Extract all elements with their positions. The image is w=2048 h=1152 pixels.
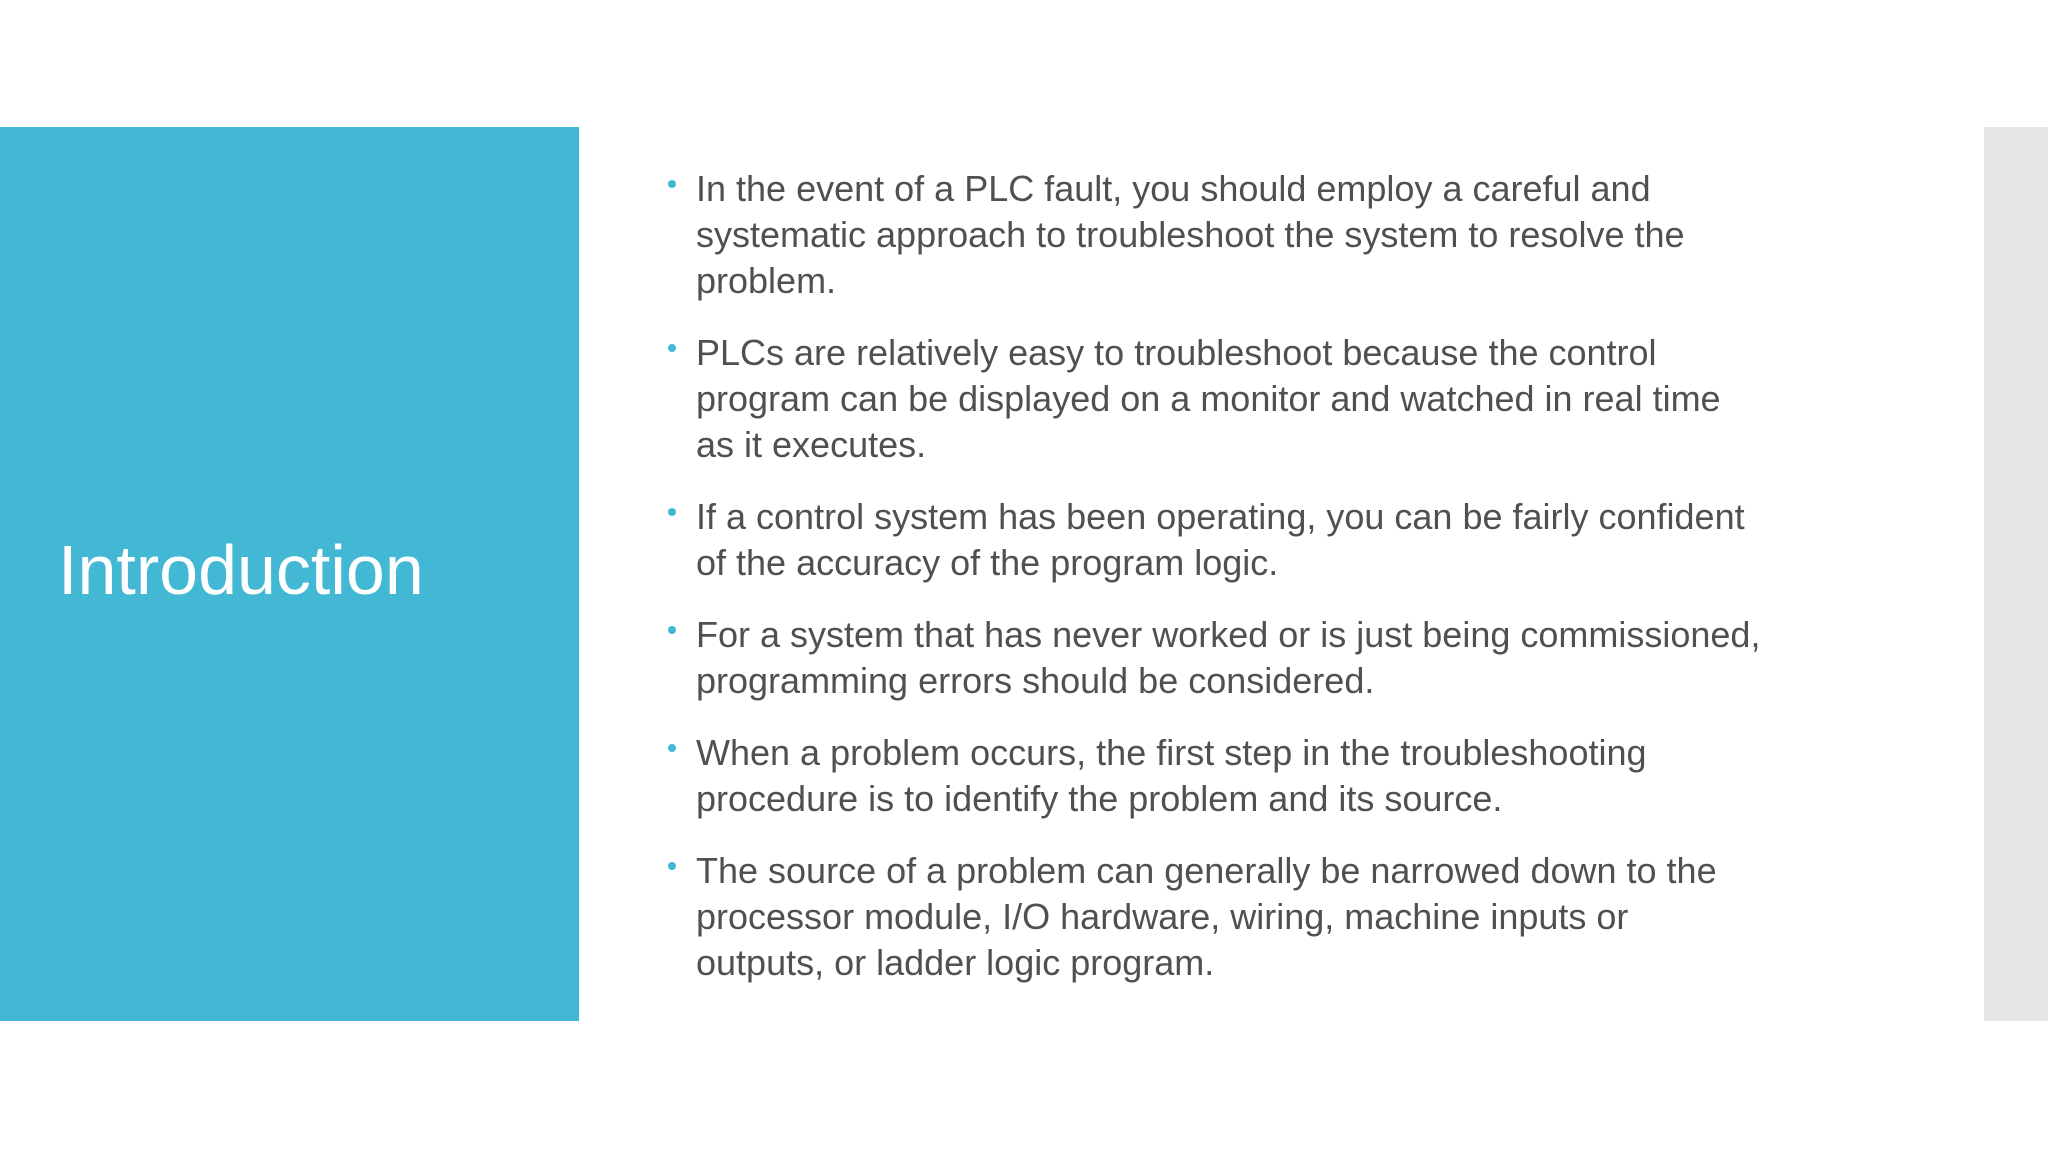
bullet-dot-icon xyxy=(668,344,676,352)
slide-title: Introduction xyxy=(58,531,424,609)
bullet-line: program can be displayed on a monitor and watched in real time xyxy=(696,378,1721,419)
bullet-line: as it executes. xyxy=(696,424,927,465)
bullet-line: programming errors should be considered. xyxy=(696,660,1375,701)
bullet-line: outputs, or ladder logic program. xyxy=(696,942,1215,983)
bullet-line: processor module, I/O hardware, wiring, machine inputs or xyxy=(696,896,1629,937)
bullet-line: For a system that has never worked or is just being commissioned, xyxy=(696,614,1761,655)
right-accent-bar xyxy=(1984,127,2048,1021)
bullet-line: In the event of a PLC fault, you should employ a careful and xyxy=(696,168,1651,209)
bullet-dot-icon xyxy=(668,862,676,870)
bullet-line: systematic approach to troubleshoot the system to resolve the xyxy=(696,214,1685,255)
bullet-text xyxy=(696,730,1647,822)
bullet-line: When a problem occurs, the first step in the troubleshooting xyxy=(696,732,1647,773)
bullet-text xyxy=(696,848,1717,986)
bullet-text xyxy=(696,166,1685,304)
bullet-line: procedure is to identify the problem and its source. xyxy=(696,778,1503,819)
bullet-text xyxy=(696,330,1721,468)
bullet-line: The source of a problem can generally be narrowed down to the xyxy=(696,850,1717,891)
bullet-text xyxy=(696,494,1745,586)
bullet-line: of the accuracy of the program logic. xyxy=(696,542,1279,583)
bullet-line: If a control system has been operating, you can be fairly confident xyxy=(696,496,1745,537)
bullet-dot-icon xyxy=(668,744,676,752)
bullet-dot-icon xyxy=(668,626,676,634)
bullet-dot-icon xyxy=(668,180,676,188)
bullet-line: PLCs are relatively easy to troubleshoot because the control xyxy=(696,332,1657,373)
bullet-text xyxy=(696,612,1760,704)
bullet-dot-icon xyxy=(668,508,676,516)
bullet-line: problem. xyxy=(696,260,837,301)
